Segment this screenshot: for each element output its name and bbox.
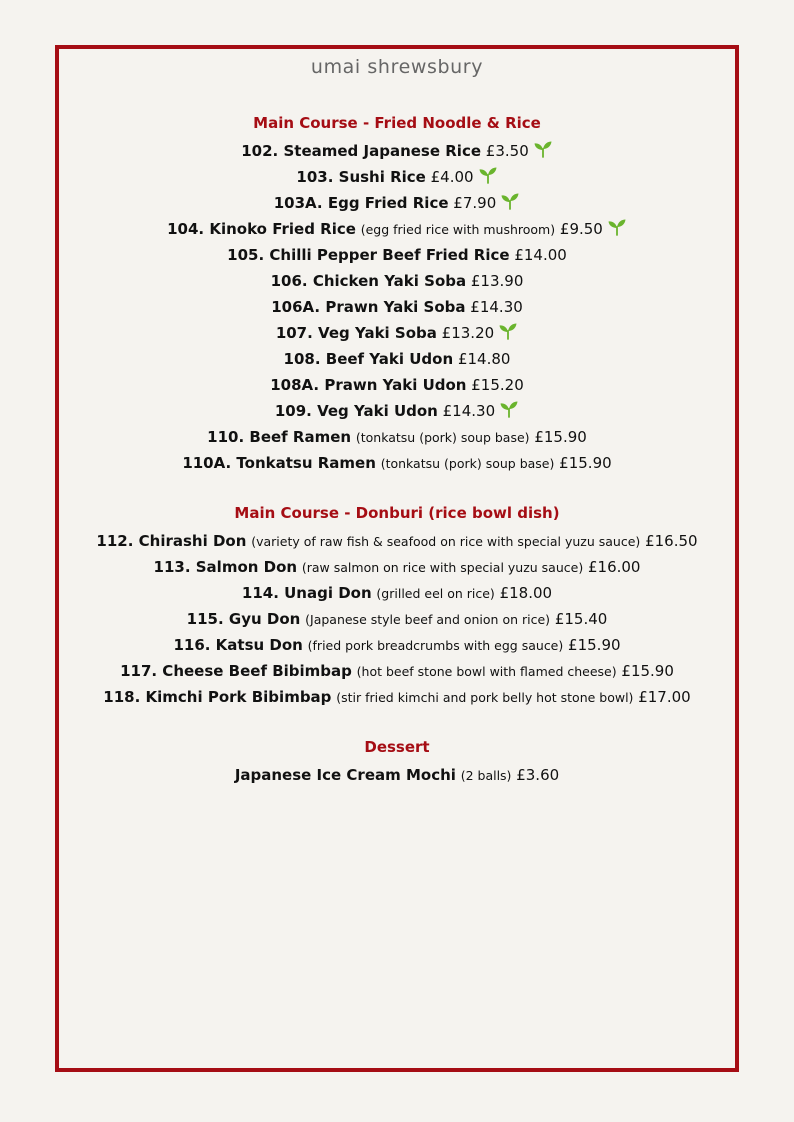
menu-item bbox=[60, 190, 734, 216]
item-description: (fried pork breadcrumbs with egg sauce) bbox=[307, 638, 564, 653]
item-description: (Japanese style beef and onion on rice) bbox=[305, 612, 551, 627]
menu-item bbox=[60, 632, 734, 658]
item-name: 113. Salmon Don bbox=[153, 558, 298, 576]
item-price: £16.00 bbox=[587, 558, 641, 576]
item-name: 116. Katsu Don bbox=[173, 636, 303, 654]
menu-item bbox=[60, 216, 734, 242]
section-title: Main Course - Donburi (rice bowl dish) bbox=[234, 504, 560, 522]
menu-item bbox=[60, 450, 734, 476]
item-description: (hot beef stone bowl with flamed cheese) bbox=[356, 664, 617, 679]
item-price: £13.90 bbox=[470, 272, 524, 290]
item-price: £17.00 bbox=[638, 688, 691, 706]
item-name: 114. Unagi Don bbox=[241, 584, 372, 602]
item-price: £15.90 bbox=[568, 636, 621, 654]
item-price: £7.90 bbox=[453, 194, 497, 212]
section-title: Main Course - Fried Noodle & Rice bbox=[253, 114, 541, 132]
item-price: £15.90 bbox=[534, 428, 587, 446]
item-name: 117. Cheese Beef Bibimbap bbox=[120, 662, 352, 680]
item-name: 118. Kimchi Pork Bibimbap bbox=[103, 688, 332, 706]
menu-item bbox=[60, 424, 734, 450]
item-price: £9.50 bbox=[559, 220, 603, 238]
menu-item bbox=[60, 372, 734, 398]
item-description: (tonkatsu (pork) soup base) bbox=[380, 456, 555, 471]
item-name: 108A. Prawn Yaki Udon bbox=[270, 376, 467, 394]
menu-item bbox=[60, 346, 734, 372]
menu-item bbox=[60, 294, 734, 320]
item-description: (variety of raw fish & seafood on rice with special yuzu sauce) bbox=[251, 534, 641, 549]
item-price: £15.90 bbox=[559, 454, 612, 472]
menu-item bbox=[60, 554, 734, 580]
item-name: 110. Beef Ramen bbox=[207, 428, 352, 446]
menu-item bbox=[60, 528, 734, 554]
menu-item bbox=[60, 606, 734, 632]
item-price: £15.20 bbox=[471, 376, 524, 394]
vegetarian-sprout-icon bbox=[500, 192, 520, 210]
item-name: Japanese Ice Cream Mochi bbox=[234, 766, 456, 784]
menu-item bbox=[60, 164, 734, 190]
item-name: 108. Beef Yaki Udon bbox=[283, 350, 454, 368]
restaurant-name: umai shrewsbury bbox=[310, 56, 484, 78]
section-title: Dessert bbox=[364, 738, 430, 756]
item-price: £18.00 bbox=[499, 584, 553, 602]
item-name: 102. Steamed Japanese Rice bbox=[241, 142, 482, 160]
menu-item bbox=[60, 398, 734, 424]
item-name: 112. Chirashi Don bbox=[96, 532, 247, 550]
menu-section bbox=[60, 736, 734, 788]
menu-item bbox=[60, 684, 734, 710]
menu-section bbox=[60, 502, 734, 710]
vegetarian-sprout-icon bbox=[498, 322, 518, 340]
item-name: 103. Sushi Rice bbox=[296, 168, 426, 186]
item-description: (2 balls) bbox=[460, 768, 512, 783]
item-price: £14.00 bbox=[514, 246, 567, 264]
menu-section bbox=[60, 112, 734, 476]
item-price: £3.60 bbox=[516, 766, 560, 784]
menu-item bbox=[60, 580, 734, 606]
item-price: £14.30 bbox=[470, 298, 523, 316]
item-name: 109. Veg Yaki Udon bbox=[274, 402, 438, 420]
item-name: 104. Kinoko Fried Rice bbox=[167, 220, 356, 238]
item-price: £13.20 bbox=[441, 324, 495, 342]
item-price: £4.00 bbox=[430, 168, 474, 186]
menu-item bbox=[60, 242, 734, 268]
item-description: (grilled eel on rice) bbox=[376, 586, 495, 601]
item-price: £15.40 bbox=[554, 610, 608, 628]
item-name: 115. Gyu Don bbox=[186, 610, 301, 628]
menu-item bbox=[60, 138, 734, 164]
vegetarian-sprout-icon bbox=[499, 400, 519, 418]
item-name: 110A. Tonkatsu Ramen bbox=[182, 454, 376, 472]
item-name: 106. Chicken Yaki Soba bbox=[270, 272, 467, 290]
item-name: 107. Veg Yaki Soba bbox=[275, 324, 437, 342]
item-description: (egg fried rice with mushroom) bbox=[360, 222, 556, 237]
item-name: 106A. Prawn Yaki Soba bbox=[271, 298, 466, 316]
item-name: 103A. Egg Fried Rice bbox=[273, 194, 449, 212]
item-price: £15.90 bbox=[621, 662, 674, 680]
menu-item bbox=[60, 762, 734, 788]
vegetarian-sprout-icon bbox=[478, 166, 498, 184]
menu-item bbox=[60, 658, 734, 684]
item-description: (tonkatsu (pork) soup base) bbox=[355, 430, 530, 445]
menu-item bbox=[60, 268, 734, 294]
item-price: £14.80 bbox=[457, 350, 511, 368]
menu-item bbox=[60, 320, 734, 346]
item-price: £16.50 bbox=[645, 532, 698, 550]
vegetarian-sprout-icon bbox=[607, 218, 627, 236]
item-price: £3.50 bbox=[485, 142, 529, 160]
vegetarian-sprout-icon bbox=[533, 140, 553, 158]
menu-list bbox=[60, 112, 734, 814]
item-description: (stir fried kimchi and pork belly hot stone bowl) bbox=[336, 690, 634, 705]
item-name: 105. Chilli Pepper Beef Fried Rice bbox=[227, 246, 510, 264]
item-description: (raw salmon on rice with special yuzu sauce) bbox=[301, 560, 584, 575]
item-price: £14.30 bbox=[442, 402, 496, 420]
